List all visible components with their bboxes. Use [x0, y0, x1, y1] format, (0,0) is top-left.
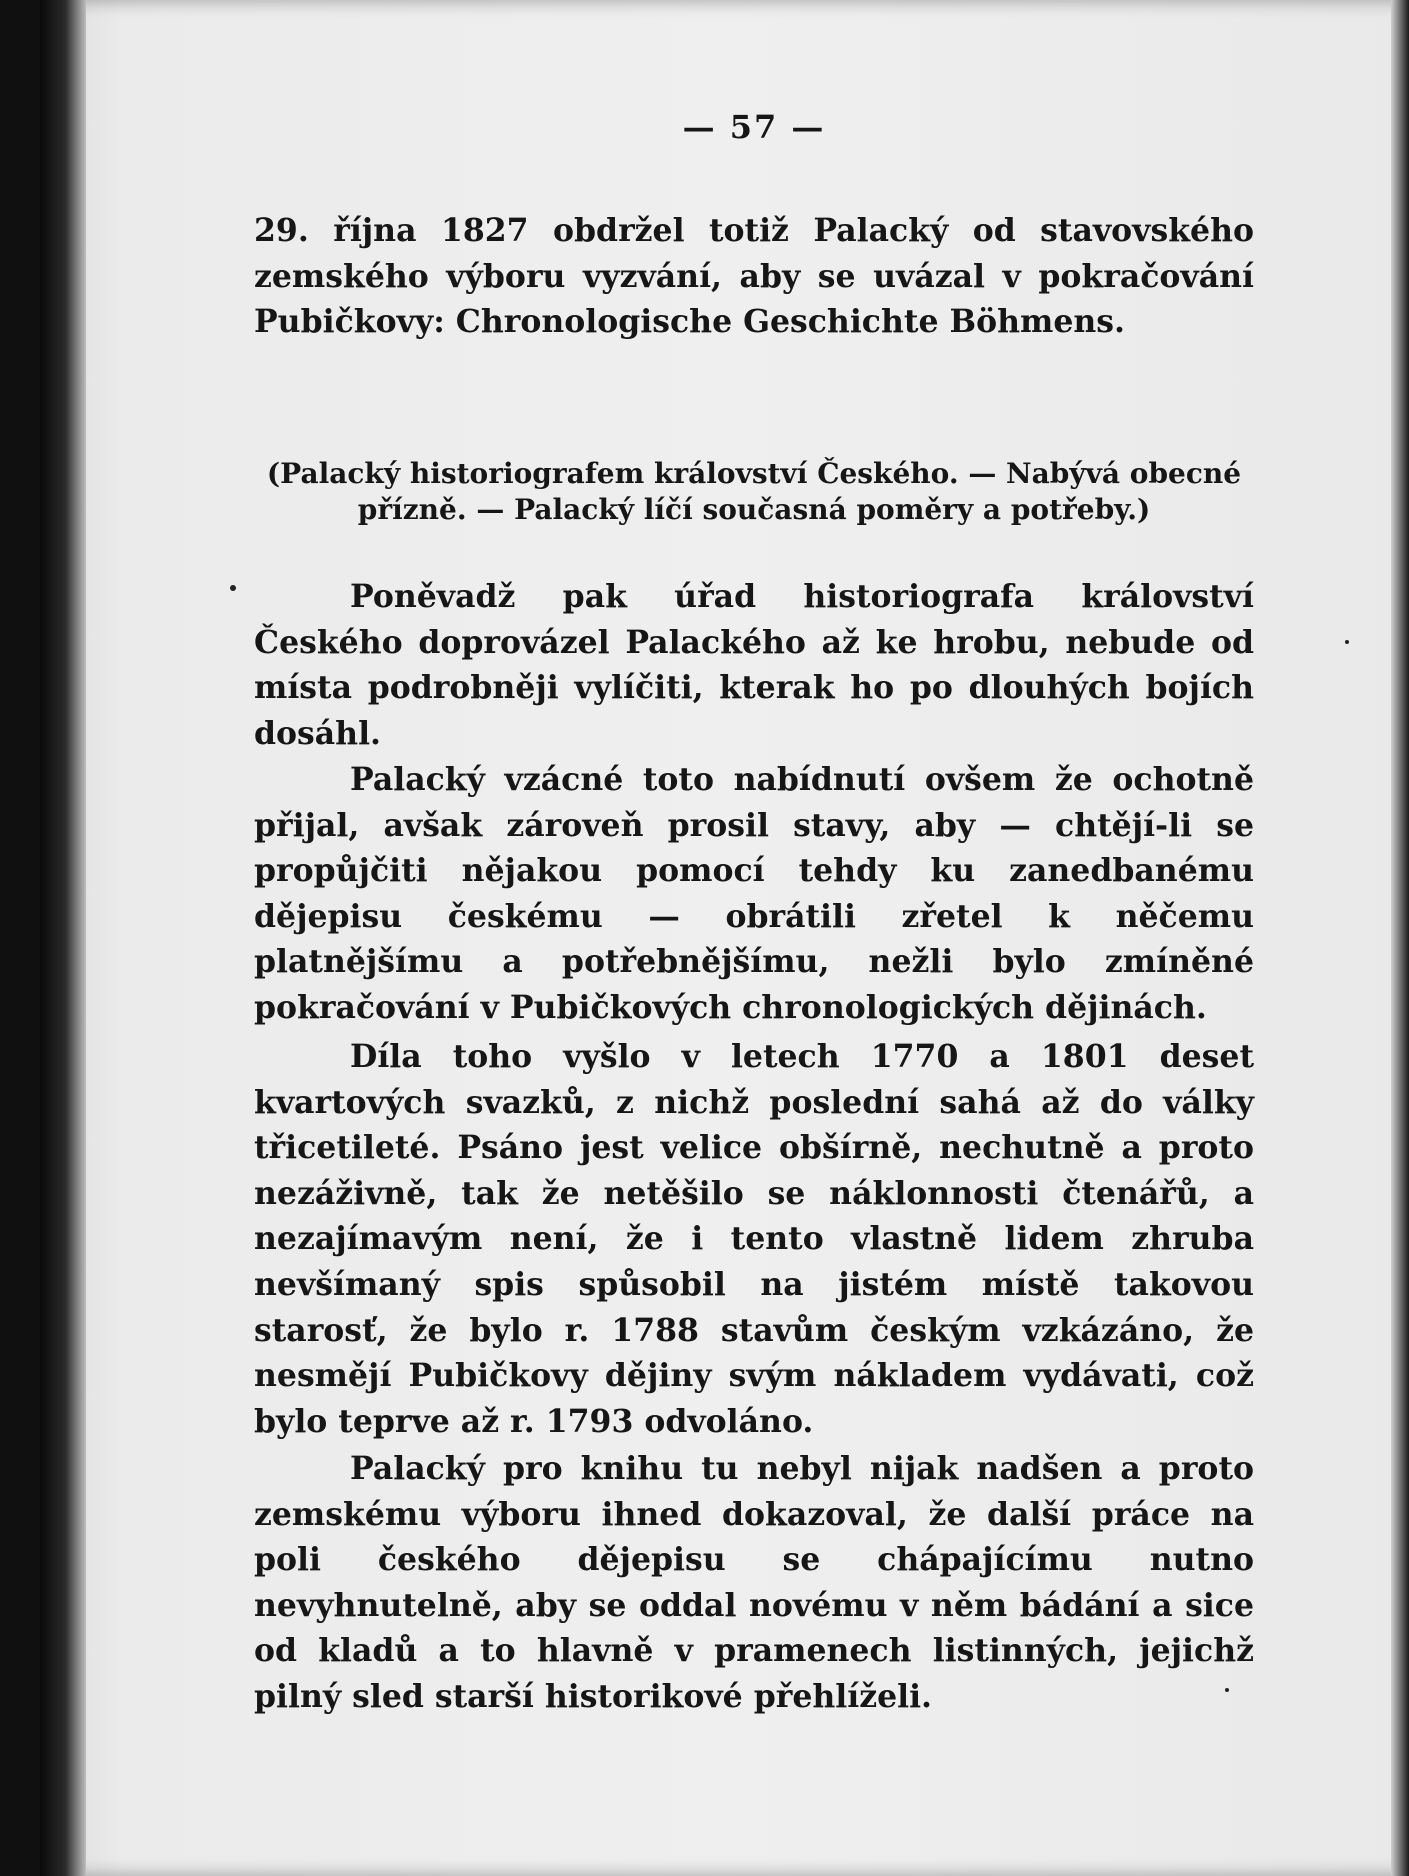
book-page — [40, 0, 1409, 1876]
paragraph-3: Palacký vzácné toto nabídnutí ovšem že ochotně přijal, avšak zároveň prosil stavy, aby — chtějí-li se propůjčiti nějakou pomocí tehdy ku zanedbanému dějepisu českému — obrátili zřetel k něčemu platnějšímu a potřebnějšímu, nežli bylo zmíněné pokračování v Pubičkových chronologických dějinách. — [254, 761, 1254, 1026]
paragraph-4: Díla toho vyšlo v letech 1770 a 1801 deset kvartových svazků, z nichž poslední sahá až do války třicetileté. Psáno jest velice obšírně, nechutně a proto nezáživně, tak že netěšilo se náklonnosti čtenářů, a nezajímavým není, že i tento vlastně lidem zhruba nevšímaný spis spůsobil na jistém místě takovou starosť, že bylo r. 1788 stavům českým vzkázáno, že nesmějí Pubičkovy dějiny svým nákladem vydávati, což bylo teprve až r. 1793 odvoláno. — [254, 1038, 1254, 1440]
paragraph-5: Palacký pro knihu tu nebyl nijak nadšen a proto zemskému výboru ihned dokazoval, že další práce na poli českého dějepisu se chápajícímu nutno nevyhnutelně, aby se oddal novému v něm bádání a sice od kladů a to hlavně v pramenech listinných, jejichž pilný sled starší historikové přehlíželi. — [254, 1450, 1254, 1715]
page-edge — [1391, 0, 1409, 1876]
chapter-summary: (Palacký historiografem království Českého. — Nabývá obecné přízně. — Palacký líčí současná poměry a potřeby.) — [266, 457, 1242, 526]
book-spine-shadow — [40, 0, 86, 1876]
print-speck — [1345, 640, 1349, 644]
paragraph-1: 29. října 1827 obdržel totiž Palacký od stavovského zemského výboru vyzvání, aby se uvázal v pokračování Pubičkovy: Chronologische Geschichte Böhmens. — [254, 212, 1254, 341]
print-speck — [230, 585, 236, 591]
print-speck — [1225, 1688, 1229, 1692]
paragraph-2: Poněvadž pak úřad historiografa království Českého doprovázel Palackého až ke hrobu, nebude od místa podrobněji vylíčiti, kterak ho po dlouhých bojích dosáhl. — [254, 578, 1254, 752]
page-number: — 57 — — [682, 108, 826, 146]
